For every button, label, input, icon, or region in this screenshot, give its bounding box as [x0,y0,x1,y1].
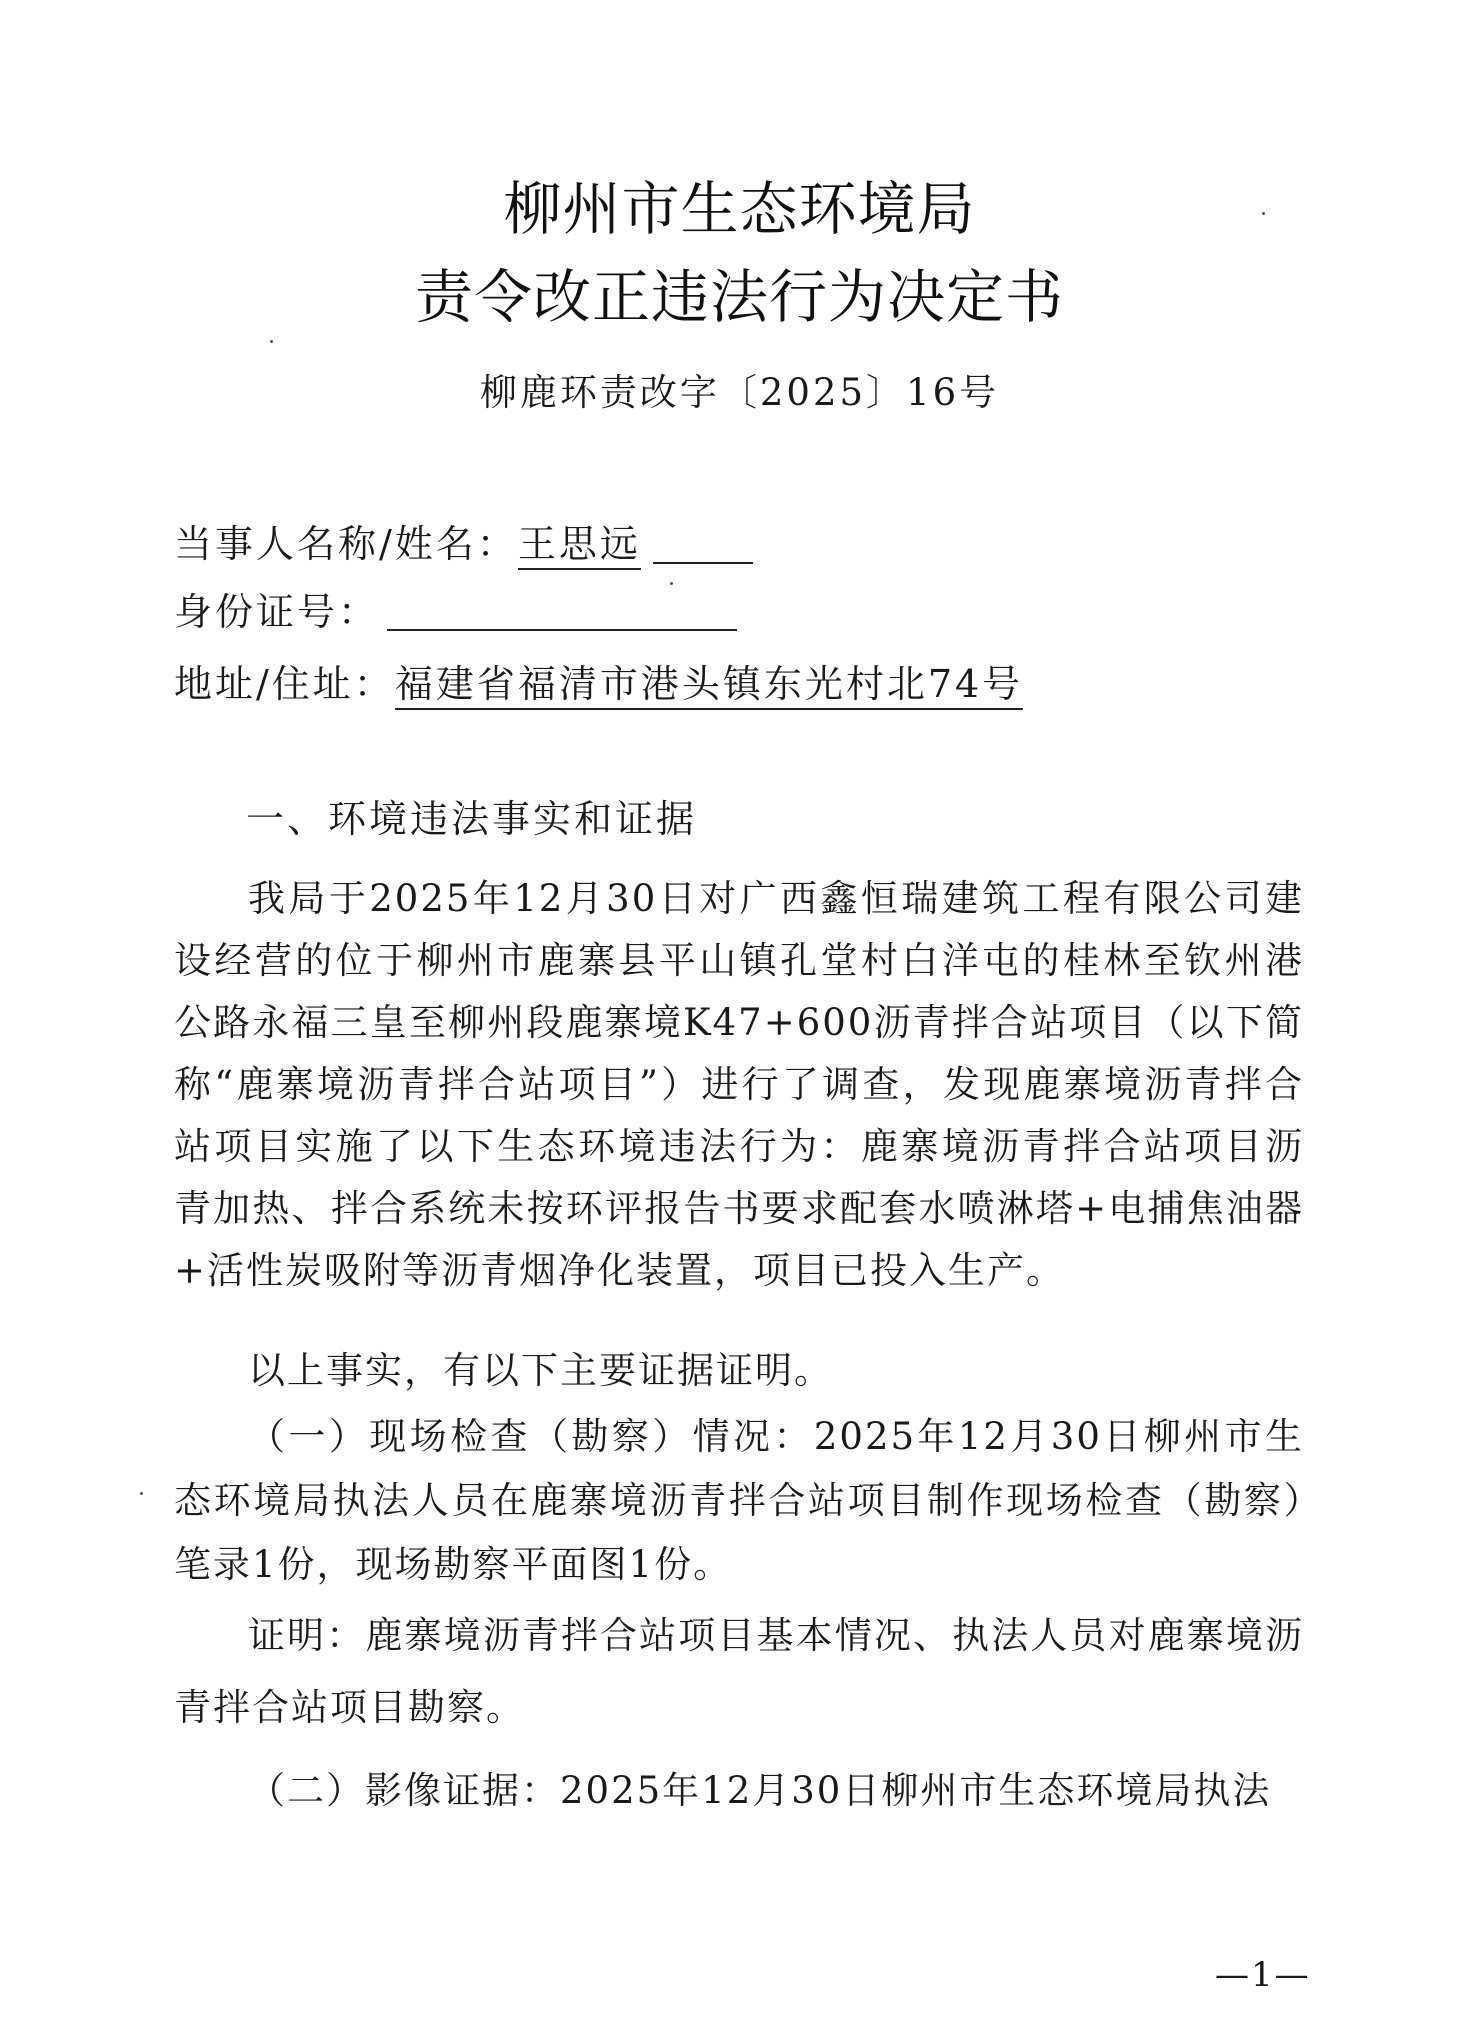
paragraph-evidence-images: （二）影像证据：2025年12月30日柳州市生态环境局执法 [248,1769,1272,1812]
paragraph-evidence-site-inspection: （一）现场检查（勘察）情况：2025年12月30日柳州市生态环境局执法人员在鹿寨境沥青拌合站项目制作现场检查（勘察）笔录1份，现场勘察平面图1份。 [174,1415,1304,1586]
paragraph-evidence-intro: 以上事实，有以下主要证据证明。 [248,1349,833,1392]
paragraph-facts: 我局于2025年12月30日对广西鑫恒瑞建筑工程有限公司建设经营的位于柳州市鹿寨县平山镇孔堂村白洋屯的桂林至钦州港公路永福三皇至柳州段鹿寨境K47+600沥青拌合站项目（以下简称“鹿寨境沥青拌合站项目”）进行了调查，发现鹿寨境沥青拌合站项目实施了以下生态环境违法行为：鹿寨境沥青拌合站项目沥青加热、拌合系统未按环评报告书要求配套水喷淋塔+电捕焦油器+活性炭吸附等沥青烟净化装置，项目已投入生产。 [174,877,1304,1292]
party-address-label: 地址/住址： [174,662,395,706]
party-address-value: 福建省福清市港头镇东光村北74号 [395,662,1023,710]
section-heading-facts: 一、环境违法事实和证据 [246,797,698,841]
document-number: 柳鹿环责改字〔2025〕16号 [479,371,1000,414]
page-number: —1— [1215,1955,1311,1995]
party-address-field [174,662,1024,706]
paragraph-proof-site-inspection: 证明：鹿寨境沥青拌合站项目基本情况、执法人员对鹿寨境沥青拌合站项目勘察。 [174,1614,1304,1729]
party-name-value: 王思远 [518,522,641,570]
scan-speck [270,340,273,343]
document-title-type: 责令改正违法行为决定书 [414,263,1064,331]
name-underline-tail [653,536,753,564]
scan-speck [670,582,673,585]
party-name-label: 当事人名称/姓名： [174,522,518,566]
document-title-agency: 柳州市生态环境局 [503,175,976,243]
scan-speck [1262,212,1265,215]
scan-speck [140,1492,143,1495]
party-id-blank-line [387,595,737,631]
party-id-label: 身份证号： [174,590,380,634]
party-name-field [174,522,753,566]
party-id-field [174,590,737,634]
